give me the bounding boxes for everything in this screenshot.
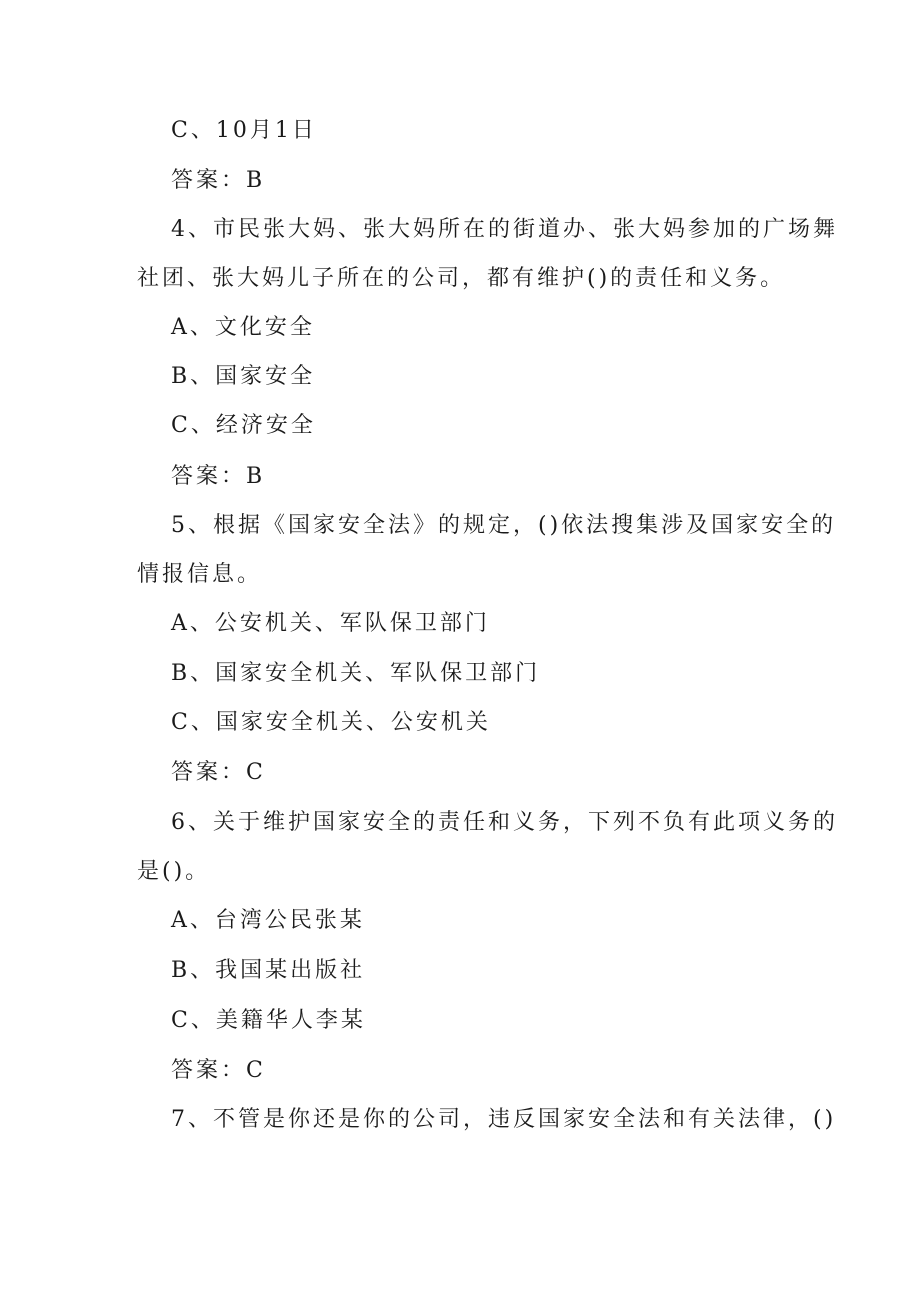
question-6-option-c: C、美籍华人李某 — [171, 1008, 366, 1033]
question-5-text-line-2: 情报信息。 — [137, 562, 263, 587]
question-6-text-line-1: 6、关于维护国家安全的责任和义务，下列不负有此项义务的 — [171, 810, 838, 835]
question-5-text-line-1: 5、根据《国家安全法》的规定，()依法搜集涉及国家安全的 — [171, 513, 837, 538]
question-5-option-c: C、国家安全机关、公安机关 — [171, 710, 491, 735]
question-4-option-b: B、国家安全 — [171, 364, 316, 389]
question-5-answer: 答案：C — [171, 760, 266, 785]
question-4-option-c: C、经济安全 — [171, 413, 316, 438]
question-5-option-a: A、公安机关、军队保卫部门 — [171, 611, 490, 636]
question-6-text-line-2: 是()。 — [137, 859, 211, 884]
question-5-option-b: B、国家安全机关、军队保卫部门 — [171, 661, 541, 686]
question-6-answer: 答案：C — [171, 1058, 266, 1083]
question-3-option-c: C、10月1日 — [171, 118, 317, 143]
question-4-text-line-2: 社团、张大妈儿子所在的公司，都有维护()的责任和义务。 — [137, 266, 786, 291]
question-6-option-b: B、我国某出版社 — [171, 958, 366, 983]
question-4-option-a: A、文化安全 — [171, 315, 315, 340]
question-4-answer: 答案：B — [171, 464, 266, 489]
question-7-text-line-1: 7、不管是你还是你的公司，违反国家安全法和有关法律，() — [171, 1107, 837, 1132]
question-6-option-a: A、台湾公民张某 — [171, 908, 365, 933]
question-3-answer: 答案：B — [171, 168, 266, 193]
question-4-text-line-1: 4、市民张大妈、张大妈所在的街道办、张大妈参加的广场舞 — [171, 217, 838, 242]
